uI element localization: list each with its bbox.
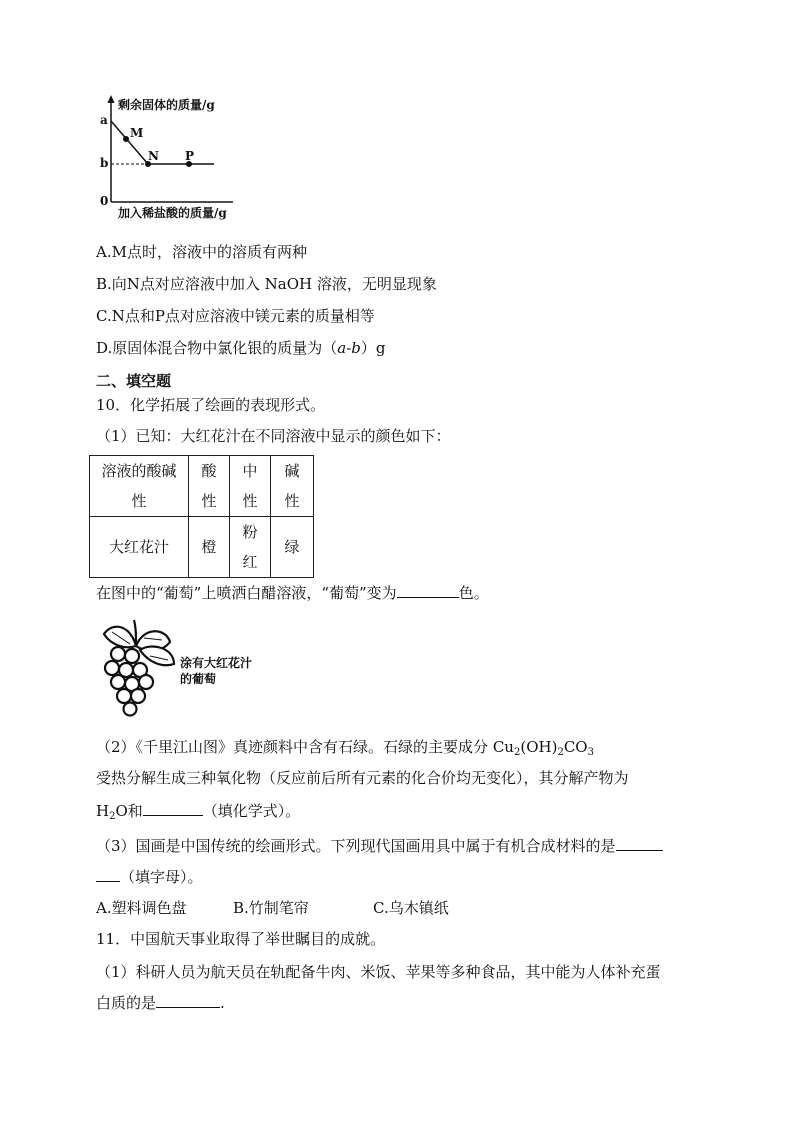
grape-label-line2: 的葡萄 [180, 672, 217, 686]
table-row [90, 456, 314, 517]
answer-blank[interactable] [616, 836, 663, 851]
q10-p3-line1: （3）国画是中国传统的绘画形式。下列现代国画用具中属于有机合成材料的是 [96, 836, 663, 856]
grape-figure [100, 618, 280, 718]
y-axis-arrow [108, 95, 115, 103]
q10-p3-line2: （填字母）。 [96, 867, 203, 887]
point-m-dot [123, 136, 129, 142]
x-axis-label: 加入稀盐酸的质量/g [118, 206, 227, 220]
answer-blank[interactable] [156, 993, 220, 1008]
section-title: 二、填空题 [96, 372, 172, 390]
q10-p1-question: 在图中的“葡萄”上喷洒白醋溶液，“葡萄”变为 色。 [96, 584, 489, 602]
q11-stem: 11．中国航天事业取得了举世瞩目的成就。 [96, 930, 386, 948]
point-n-label: N [148, 149, 159, 163]
table-header-neutral: 中 性 [230, 456, 271, 517]
option-d-pre: D.原固体混合物中氯化银的质量为（ [96, 339, 338, 357]
option-d-post: ）g [360, 339, 386, 357]
q11-p1-line2: 白质的是 . [96, 994, 225, 1012]
y-axis-label: 剩余固体的质量/g [118, 98, 215, 112]
mass-graph [88, 92, 268, 222]
q10-stem: 10．化学拓展了绘画的表现形式。 [96, 396, 326, 414]
table-acid-color: 橙 [189, 517, 230, 578]
q11-p1-line1: （1）科研人员为航天员在轨配备牛肉、米饭、苹果等多种食品，其中能为人体补充蛋 [96, 963, 661, 981]
tick-a-label: a [100, 113, 108, 127]
q10-p2-line1: （2）《千里江山图》真迹颜料中含有石绿。石绿的主要成分 $Cu_2(OH)_2CO_3$ [96, 738, 594, 758]
grape-illustration [100, 618, 180, 718]
table-row-label: 大红花汁 [90, 517, 189, 578]
point-m-label: M [130, 126, 144, 140]
answer-blank[interactable] [397, 583, 459, 598]
malachite-formula: $Cu_2(OH)_2CO_3$ [492, 738, 594, 758]
q10-p3-option-a: A.塑料调色盘 [96, 899, 187, 917]
table-base-color: 绿 [271, 517, 314, 578]
grape-label-line1: 涂有大红花汁 [180, 656, 253, 670]
tick-b-label: b [100, 156, 109, 170]
table-header-acid: 酸 性 [189, 456, 230, 517]
table-header-label: 溶液的酸碱 性 [90, 456, 189, 517]
option-b: B.向N点对应溶液中加入 NaOH 溶液，无明显现象 [96, 275, 437, 293]
answer-blank[interactable] [96, 867, 120, 882]
table-header-base: 碱 性 [271, 456, 314, 517]
color-table [89, 455, 314, 578]
q10-p1-intro: （1）已知：大红花汁在不同溶液中显示的颜色如下： [96, 427, 451, 445]
table-neutral-color: 粉 红 [230, 517, 271, 578]
option-a: A.M点时，溶液中的溶质有两种 [96, 243, 307, 261]
q10-p2-line3: $H_2O$和 （填化学式）。 [96, 802, 301, 822]
table-row [90, 517, 314, 578]
option-d [96, 338, 386, 358]
point-p-label: P [185, 149, 195, 163]
q10-p3-option-c: C.乌木镇纸 [373, 899, 449, 917]
water-formula: $H_2$ [96, 802, 116, 822]
q10-p2-line2: 受热分解生成三种氧化物（反应前后所有元素的化合价均无变化），其分解产物为 [96, 769, 629, 787]
option-d-var: a-b [337, 339, 361, 357]
q10-p3-option-b: B.竹制笔帘 [233, 899, 309, 917]
answer-blank[interactable] [143, 801, 203, 816]
origin-label: 0 [100, 194, 109, 208]
option-c: C.N点和P点对应溶液中镁元素的质量相等 [96, 307, 375, 325]
